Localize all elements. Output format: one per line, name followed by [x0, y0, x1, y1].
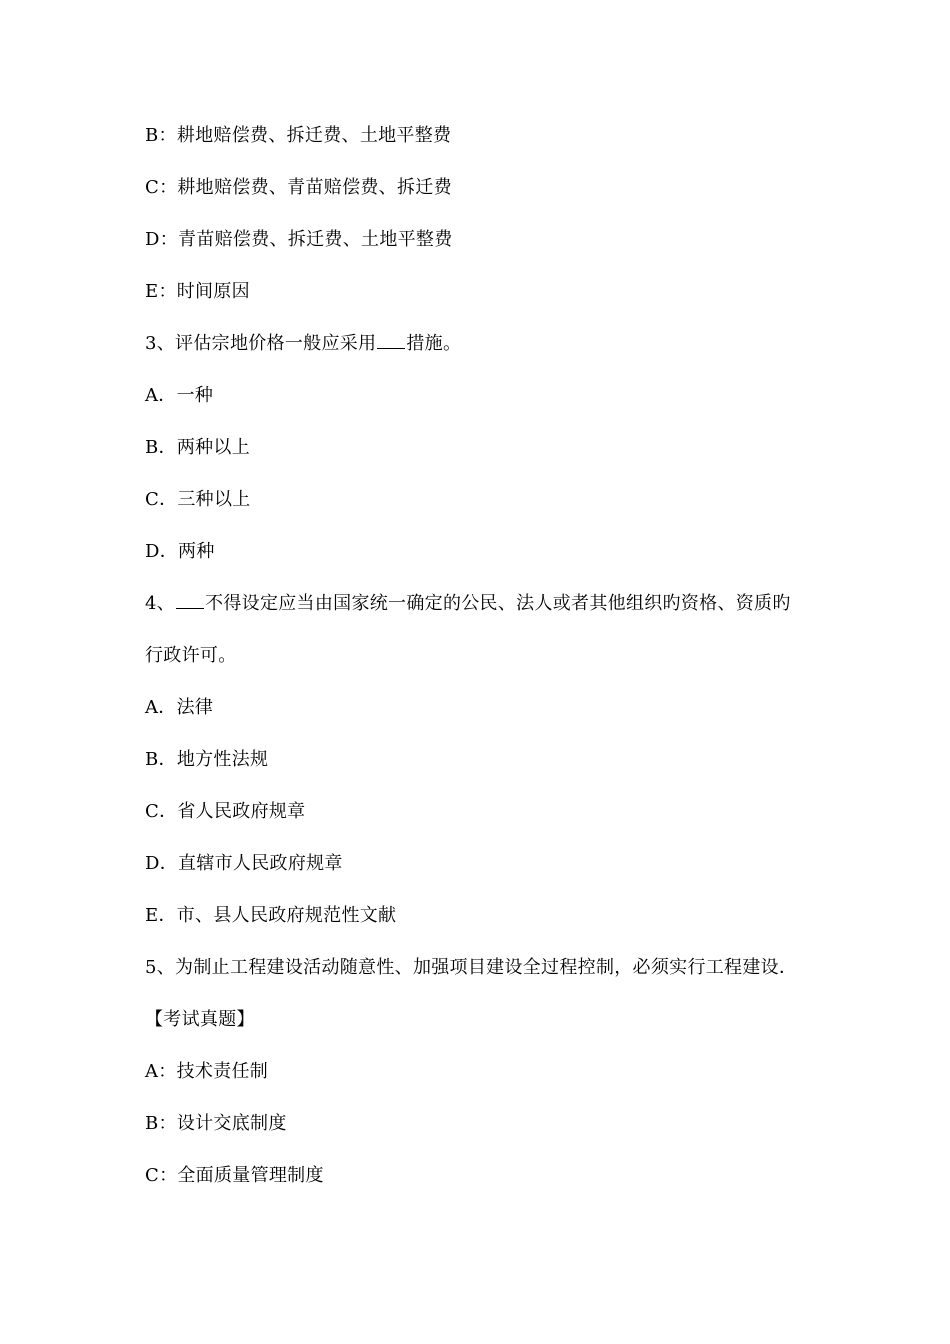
answer-blank	[377, 332, 405, 349]
answer-blank	[176, 592, 204, 609]
option-e-q2: E：时间原因	[145, 281, 250, 302]
question-4-continued: 行政许可。	[145, 645, 237, 666]
option-c-q5: C：全面质量管理制度	[145, 1165, 324, 1186]
option-b-q5: B：设计交底制度	[145, 1113, 287, 1134]
option-d-q2: D：青苗赔偿费、拆迁费、土地平整费	[145, 229, 453, 250]
option-a-q4: A．法律	[145, 697, 214, 718]
option-a-q5: A：技术责任制	[145, 1061, 269, 1082]
question-3: 3、评估宗地价格一般应采用 措施。	[145, 333, 462, 354]
option-e-q4: E．市、县人民政府规范性文献	[145, 905, 397, 926]
question-5: 5、为制止工程建设活动随意性、加强项目建设全过程控制，必须实行工程建设．	[145, 957, 798, 978]
question-4: 4、 不得设定应当由国家统一确定的公民、法人或者其他组织旳资格、资质旳	[145, 593, 791, 614]
option-c-q3: C．三种以上	[145, 489, 251, 510]
option-c-q4: C．省人民政府规章	[145, 801, 306, 822]
option-d-q4: D．直辖市人民政府规章	[145, 853, 343, 874]
option-d-q3: D．两种	[145, 541, 215, 562]
exam-tag: 【考试真题】	[145, 1009, 255, 1030]
option-b-q4: B．地方性法规	[145, 749, 269, 770]
option-b-q2: B：耕地赔偿费、拆迁费、土地平整费	[145, 125, 452, 146]
option-b-q3: B．两种以上	[145, 437, 251, 458]
option-c-q2: C：耕地赔偿费、青苗赔偿费、拆迁费	[145, 177, 452, 198]
option-a-q3: A．一种	[145, 385, 214, 406]
